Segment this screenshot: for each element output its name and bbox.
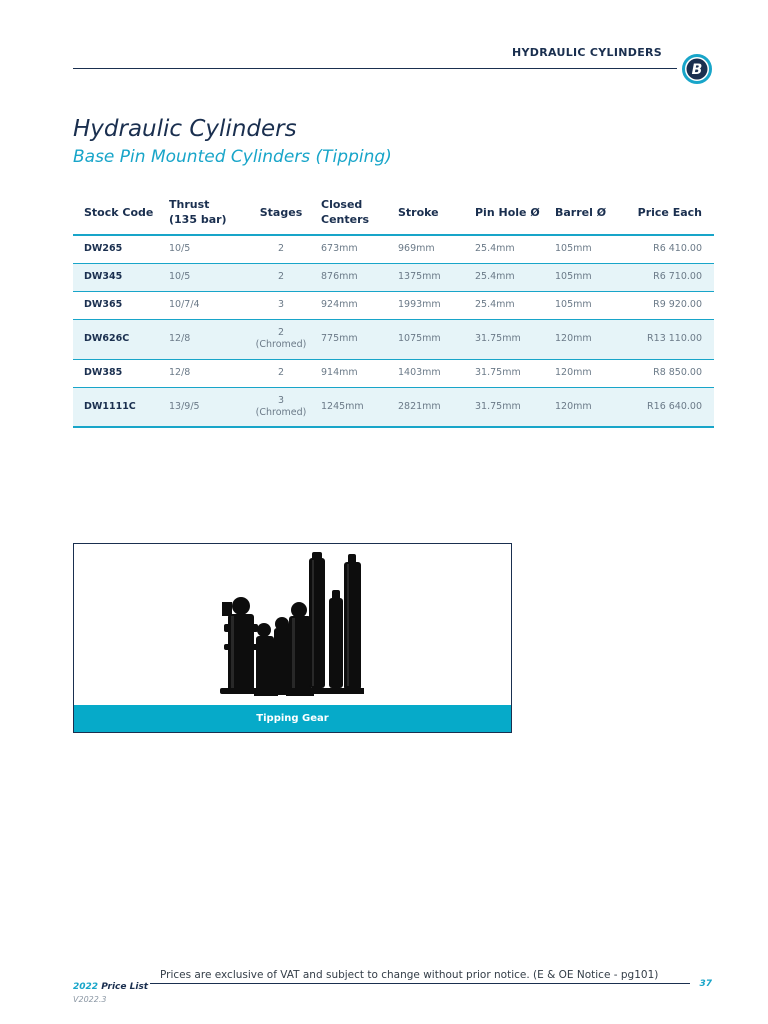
image-caption: Tipping Gear — [74, 705, 511, 732]
page-number: 37 — [699, 979, 712, 989]
cell-stroke: 969mm — [394, 235, 471, 263]
cell-pin-hole: 25.4mm — [471, 235, 551, 263]
header-price: Price Each — [624, 190, 714, 235]
cell-thrust: 12/8 — [165, 359, 245, 387]
footer-year: 2022 — [73, 982, 99, 992]
table-row — [73, 359, 714, 387]
cell-closed: 1245mm — [317, 387, 394, 427]
product-image-panel — [73, 543, 512, 733]
cell-stroke: 1993mm — [394, 291, 471, 319]
footer-price-list-label: Price List — [101, 982, 149, 992]
header-thrust-line1: Thrust — [169, 198, 210, 211]
pricing-notice: Prices are exclusive of VAT and subject to change without prior notice. (E & OE Notice - pg101) — [160, 969, 659, 981]
cell-stages-value: 3 — [277, 394, 285, 406]
cell-pin-hole: 31.75mm — [471, 319, 551, 359]
header-barrel: Barrel Ø — [551, 190, 624, 235]
cylinder-price-table — [73, 190, 714, 428]
cell-price: R16 640.00 — [624, 387, 714, 427]
cell-stages-note: (Chromed) — [255, 339, 307, 350]
brand-logo-letter: B — [691, 62, 703, 78]
header-divider — [73, 68, 677, 69]
cell-stages: 2 — [245, 359, 317, 387]
brand-logo-icon — [681, 53, 713, 85]
cell-closed: 673mm — [317, 235, 394, 263]
cell-stages: 2 — [245, 263, 317, 291]
header-thrust-line2: (135 bar) — [169, 213, 227, 226]
cell-closed: 924mm — [317, 291, 394, 319]
cell-price: R9 920.00 — [624, 291, 714, 319]
cell-thrust: 12/8 — [165, 319, 245, 359]
cell-stock-code: DW1111C — [73, 387, 165, 427]
cell-thrust: 10/5 — [165, 235, 245, 263]
cell-pin-hole: 31.75mm — [471, 387, 551, 427]
cell-closed: 914mm — [317, 359, 394, 387]
header-closed-line1: Closed — [321, 198, 363, 211]
header-thrust — [165, 190, 245, 235]
cell-stages-value: 2 — [277, 327, 285, 338]
footer-price-list — [73, 982, 148, 992]
cell-price: R8 850.00 — [624, 359, 714, 387]
cell-stages — [245, 319, 317, 359]
header-stock-code: Stock Code — [73, 190, 165, 235]
cell-barrel: 105mm — [551, 263, 624, 291]
table-row — [73, 235, 714, 263]
header-closed-line2: Centers — [321, 213, 370, 226]
cell-thrust: 13/9/5 — [165, 387, 245, 427]
cell-stock-code: DW365 — [73, 291, 165, 319]
cell-pin-hole: 25.4mm — [471, 291, 551, 319]
table-header-row — [73, 190, 714, 235]
cell-barrel: 120mm — [551, 319, 624, 359]
page-subtitle: Base Pin Mounted Cylinders (Tipping) — [73, 147, 392, 167]
cell-stages — [245, 387, 317, 427]
cell-closed: 876mm — [317, 263, 394, 291]
cell-stock-code: DW265 — [73, 235, 165, 263]
cell-stages: 2 — [245, 235, 317, 263]
cell-closed: 775mm — [317, 319, 394, 359]
cell-stock-code: DW626C — [73, 319, 165, 359]
header-pin-hole: Pin Hole Ø — [471, 190, 551, 235]
cell-pin-hole: 25.4mm — [471, 263, 551, 291]
cell-stock-code: DW385 — [73, 359, 165, 387]
tipping-cylinders-image — [74, 544, 511, 705]
cell-stroke: 1403mm — [394, 359, 471, 387]
cell-stock-code: DW345 — [73, 263, 165, 291]
table-row — [73, 263, 714, 291]
cell-barrel: 105mm — [551, 291, 624, 319]
cell-stroke: 1075mm — [394, 319, 471, 359]
cell-stages: 3 — [245, 291, 317, 319]
cell-price: R13 110.00 — [624, 319, 714, 359]
table-row — [73, 387, 714, 427]
cell-thrust: 10/5 — [165, 263, 245, 291]
cell-stroke: 2821mm — [394, 387, 471, 427]
cell-stages-note: (Chromed) — [255, 406, 307, 418]
cell-stroke: 1375mm — [394, 263, 471, 291]
cell-price: R6 410.00 — [624, 235, 714, 263]
header-closed-centers — [317, 190, 394, 235]
header-stages: Stages — [245, 190, 317, 235]
table-row — [73, 319, 714, 359]
footer-divider — [150, 983, 690, 984]
footer-version: V2022.3 — [73, 995, 107, 1004]
cell-price: R6 710.00 — [624, 263, 714, 291]
cell-barrel: 120mm — [551, 359, 624, 387]
section-title: HYDRAULIC CYLINDERS — [512, 46, 662, 59]
table-row — [73, 291, 714, 319]
cell-barrel: 120mm — [551, 387, 624, 427]
cell-pin-hole: 31.75mm — [471, 359, 551, 387]
cell-barrel: 105mm — [551, 235, 624, 263]
page-title: Hydraulic Cylinders — [73, 116, 297, 142]
cell-thrust: 10/7/4 — [165, 291, 245, 319]
header-stroke: Stroke — [394, 190, 471, 235]
